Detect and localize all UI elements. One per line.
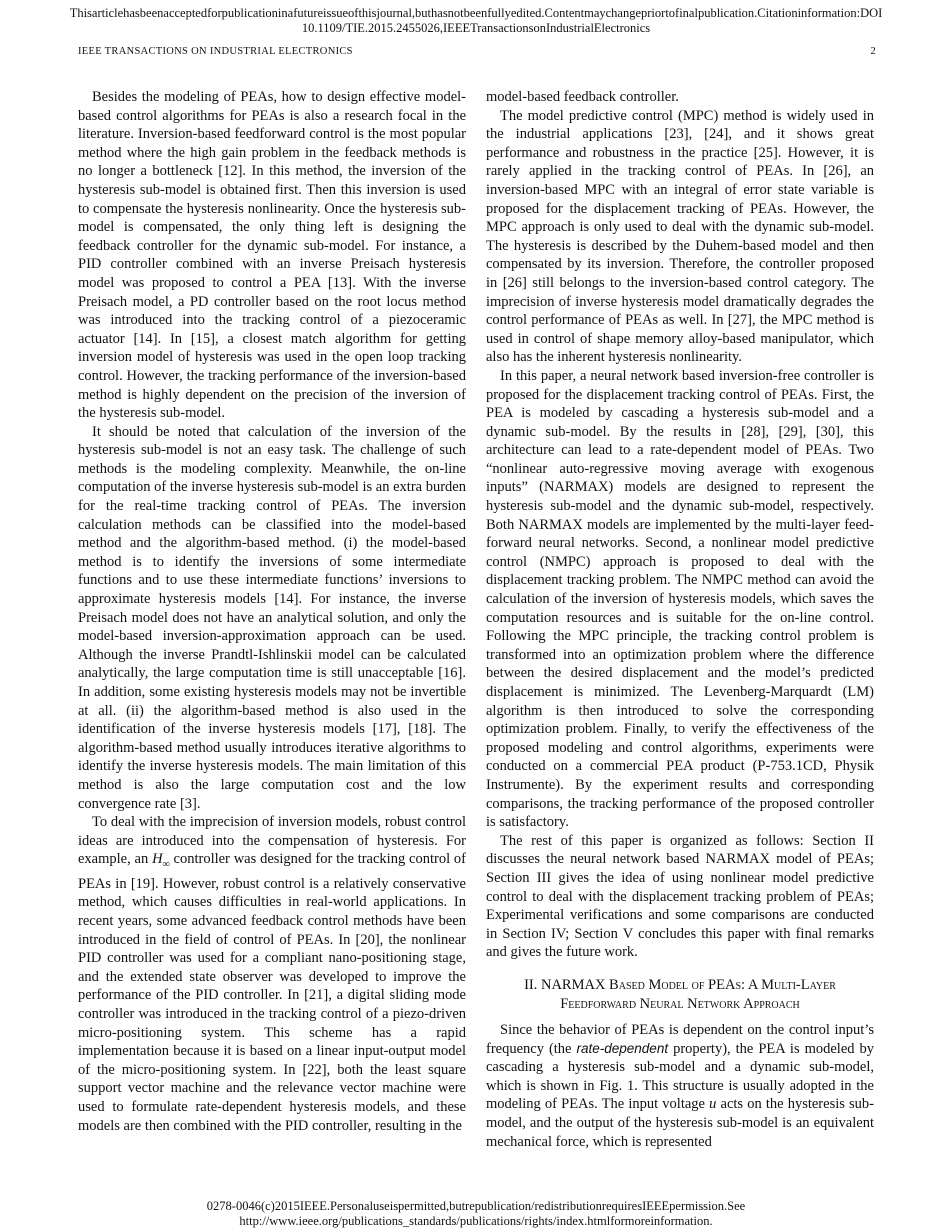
- paragraph: Since the behavior of PEAs is dependent on the control input’s frequency (the rate-dependent property), the PEA is modeled by cascading a hysteresis sub-model and a dynamic sub-model, which is shown in Fig. 1. This structure is usually adopted in the modeling of PEAs. The input voltage u acts on the hysteresis sub-model, and the output of the hysteresis sub-model is an equivalent mechanical force, which is represented: [486, 1022, 875, 1150]
- journal-name: IEEE TRANSACTIONS ON INDUSTRIAL ELECTRONICS: [78, 46, 353, 57]
- paragraph: The model predictive control (MPC) method is widely used in the industrial applications [23], [24], and it shows great performance and robustness in the practice [25]. However, it is rarely applied in the tracking control of PEAs. In [26], an inversion-based MPC with an integral of error state variable is proposed for the displacement tracking of PEAs. However, the MPC approach is only used to deal with the dynamic sub-model. The hysteresis is described by the Duhem-based model and then compensated by its inversion. Therefore, the controller proposed in [26] still belongs to the inversion-based control category. The imprecision of inverse hysteresis model dramatically degrades the control performance of PEAs as well. In [27], the MPC method is used in control of shape memory alloy-based manipulator, which also has the inherent hysteresis nonlinearity.: [486, 107, 874, 366]
- section-heading-line-2: Feedforward Neural Network Approach: [560, 995, 800, 1012]
- paragraph: In this paper, a neural network based inversion-free controller is proposed for the displacement tracking control of PEAs. First, the PEA is modeled by cascading a hysteresis sub-model and a dynamic sub-model. By the results in [28], [29], [30], this architecture can lead to a rate-dependent model of PEAs. Two “nonlinear auto-regressive moving average with exogenous inputs” (NARMAX) models are designed to represent the hysteresis sub-model and the dynamic sub-model, respectively. Both NARMAX models are implemented by the multi-layer feed-forward neural networks. Second, a nonlinear model predictive control (NMPC) approach is proposed to deal with the displacement tracking problem. The NMPC method can avoid the calculation of the inversion of hysteresis models, which saves the computation resources and is suitable for the on-line control. Following the MPC principle, the tracking control problem is transformed into an optimization problem where the difference between the desired displacement and the model’s predicted displacement is minimized. The Levenberg-Marquardt (LM) algorithm is then introduced to solve the corresponding optimization problem. Finally, to verify the effectiveness of the proposed modeling and control algorithms, experiments were conducted on a commercial PEA product (P-753.1CD, Physik Instrumente). By the experiment results and corresponding comparisons, the tracking performance of the proposed controller is satisfactory.: [486, 367, 874, 831]
- paragraph: Besides the modeling of PEAs, how to design effective model-based control algorithms for PEAs is also a research focal in the literature. Inversion-based feedforward control is the most popular method where the high gain problem in the feedback methods is no longer a bottleneck [12]. In this method, the inversion of the hysteresis sub-model is obtained first. Then this inversion is used to compensate the hysteresis nonlinearity. Once the hysteresis sub-model is compensated, the only thing left is designing the feedback controller for the dynamic sub-model. For instance, a PID controller combined with an inverse Preisach hysteresis model was proposed to control a PEA [13]. With the inverse Preisach model, a PD controller based on the root locus method was introduced into the tracking control of a piezoceramic actuator [14]. In [15], a closest match algorithm for getting inversion model of hysteresis was used in the open loop tracking control. However, the tracking performance of the inversion-based method is highly dependent on the precision of the inversion of the hysteresis sub-model.: [78, 89, 466, 422]
- math-u: u: [709, 1096, 717, 1113]
- notice-bottom-line-2: http://www.ieee.org/publications_standards/publications/rights/index.htmlformoreinformation.: [239, 1214, 713, 1228]
- notice-top-line-2: 10.1109/TIE.2015.2455026,IEEETransactionsonIndustrialElectronics: [301, 21, 651, 35]
- copyright-notice-top: [0, 6, 952, 36]
- section-heading: [486, 976, 874, 1013]
- h-infinity-symbol: $H_\infty$: [152, 851, 170, 871]
- left-column: [78, 88, 466, 1135]
- paragraph: The rest of this paper is organized as follows: Section II discusses the neural network based NARMAX model of PEAs; Section III gives the idea of using nonlinear model predictive control to deal with the displacement tracking problem of PEAs; Experimental verifications and some comparisons are conducted in Section IV; Section V concludes this paper with final remarks and gives the future work.: [486, 832, 874, 961]
- copyright-notice-bottom: [0, 1199, 952, 1229]
- paragraph: To deal with the imprecision of inversion models, robust control ideas are introduced into the compensation of hysteresis. For example, an $H_\infty$ controller was designed for the tracking control of PEAs in [19]. However, robust control is a relatively conservative method, which causes difficulties in real-world applications. In recent years, some advanced feedback control methods have been introduced in the field of control of PEAs. In [20], the nonlinear PID controller was used for a compliant nano-positioning stage, and the extended state observer was developed to improve the performance of the PID controller. In [21], a digital sliding mode controller was introduced in the tracking control of a piezo-driven micro-positioning system. This scheme has a rapid implementation because it is based on a linear input-output model of the micro-positioning system. In [22], both the least square support vector machine and the relevance vector machine were used to formulate rate-dependent hysteresis models, and these models are then combined with the PID controller, resulting in the: [78, 814, 466, 1134]
- page-number: 2: [870, 46, 876, 57]
- section-heading-line-1: II. NARMAX Based Model of PEAs: A Multi-Layer: [524, 976, 836, 993]
- paragraph: model-based feedback controller.: [486, 89, 679, 105]
- emphasis: rate-dependent: [576, 1040, 669, 1056]
- paragraph: It should be noted that calculation of the inversion of the hysteresis sub-model is not an easy task. The challenge of such methods is the modeling complexity. Meanwhile, the on-line computation of the inverse hysteresis sub-model is an extra burden for the real-time tracking control of PEAs. The inversion calculation methods can be classified into the model-based method and the algorithm-based method. (i) the model-based method is to identify the inversions of some intermediate functions and to use these intermediate functions’ inversions to approximate hysteresis models [14]. For instance, the inverse Preisach model does not have an analytical solution, and only the model-based inversion-approximation approach can be used. Although the inverse Prandtl-Ishlinskii model can be calculated analytically, the large computation time is still unacceptable [16]. In addition, some existing hysteresis models may not be invertible at all. (ii) the algorithm-based method is also used in the identification of the inverse hysteresis models [17], [18]. The algorithm-based method usually introduces iterative algorithms to identify the inverse hysteresis models. The main limitation of this method is also the large computation cost and the low convergence rate [3].: [78, 423, 466, 812]
- notice-top-line-1: Thisarticlehasbeenacceptedforpublicationinafutureissueofthisjournal,buthasnotbeenfullyedited.Contentmaychangepriortofinalpublication.Citationinformation:DOI: [69, 6, 883, 20]
- notice-bottom-line-1: 0278-0046(c)2015IEEE.Personaluseispermitted,butrepublication/redistributionrequiresIEEEpermission.See: [206, 1199, 746, 1213]
- right-column: [486, 88, 874, 1151]
